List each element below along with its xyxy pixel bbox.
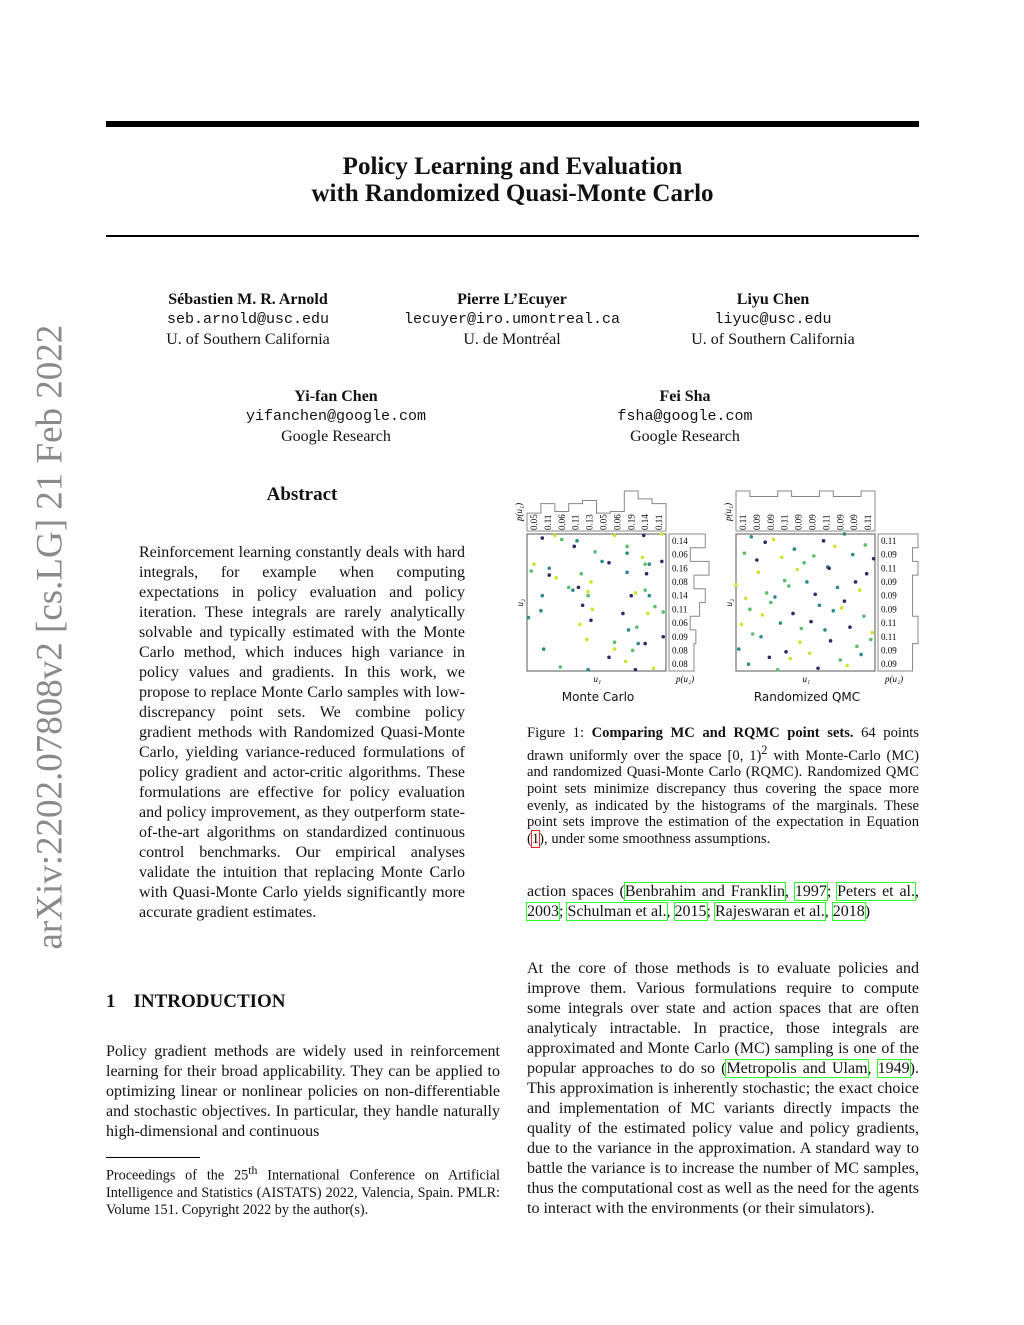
scatter-point [855, 645, 859, 649]
histogram-label: 0.09 [765, 514, 776, 530]
section-number: 1 [106, 991, 116, 1012]
scatter-point [845, 664, 849, 668]
scatter-point [805, 580, 809, 584]
rqmc-panel [719, 488, 919, 688]
scatter-point [761, 613, 765, 617]
histogram-label: 0.09 [807, 514, 818, 530]
scatter-point [808, 651, 812, 655]
equation-ref-link[interactable]: 1 [531, 831, 540, 848]
scatter-point [747, 662, 751, 666]
histogram-label: 0.11 [881, 563, 897, 574]
paper-title [106, 153, 919, 207]
citation-link[interactable]: Benbrahim and Franklin [624, 883, 785, 900]
author-block [362, 290, 662, 350]
scatter-point [607, 561, 611, 565]
scatter-point [542, 647, 546, 651]
axis-label-p-u1: p(u₁) [723, 502, 733, 521]
author-email[interactable]: seb.arnold@usc.edu [166, 311, 330, 328]
scatter-point [661, 635, 665, 639]
footnote-sup: th [248, 1163, 258, 1177]
histogram-label: 0.11 [821, 514, 832, 530]
paragraph-text: ; [559, 903, 568, 920]
scatter-point [865, 572, 869, 576]
histogram-label: 0.11 [779, 514, 790, 530]
scatter-point [567, 586, 571, 590]
histogram-label: 0.09 [793, 514, 804, 530]
plot-frame [527, 534, 666, 671]
histogram-label: 0.05 [598, 514, 609, 530]
histogram-label: 0.06 [556, 514, 567, 530]
title-bottom-rule [106, 235, 919, 237]
author-name: Fei Sha [659, 388, 711, 405]
histogram-label: 0.05 [528, 514, 539, 530]
scatter-point [836, 586, 840, 590]
axis-label-p-u2: p(u₂) [885, 674, 904, 684]
scatter-point [748, 608, 752, 612]
histogram-label: 0.06 [612, 514, 623, 530]
scatter-point [653, 605, 657, 609]
scatter-point [643, 642, 647, 646]
author-affiliation: U. of Southern California [691, 331, 855, 348]
scatter-point [652, 666, 656, 670]
histogram-label: 0.19 [626, 514, 637, 530]
scatter-point [848, 625, 852, 629]
scatter-point [586, 594, 590, 598]
right-paragraph-1 [527, 882, 919, 922]
panel-title: Monte Carlo [561, 690, 635, 704]
scatter-point [829, 639, 833, 643]
scatter-point [540, 536, 544, 540]
scatter-point [643, 562, 647, 566]
histogram-label: 0.09 [881, 604, 897, 615]
scatter-point [547, 573, 551, 577]
scatter-point [795, 568, 799, 572]
scatter-point [737, 647, 741, 651]
scatter-point [769, 601, 773, 605]
scatter-point [631, 649, 635, 653]
author-email[interactable]: yifanchen@google.com [245, 408, 427, 425]
scatter-point [791, 612, 795, 616]
scatter-point [798, 640, 802, 644]
scatter-point [822, 539, 826, 543]
scatter-point [802, 561, 806, 565]
axis-label-x: u₁ [802, 674, 811, 684]
scatter-point [843, 599, 847, 603]
scatter-point [547, 566, 551, 570]
monte-carlo-panel [510, 488, 710, 688]
scatter-point [629, 594, 633, 598]
scatter-point [743, 551, 747, 555]
scatter-point [625, 545, 629, 549]
abstract-text: Reinforcement learning constantly deals with hard integrals, for example when computing expectations in policy evaluation and policy iteration. These integrals are rarely analytically solvable and typically estimated with the Monte Carlo method, which induces high variance in policy values and gradients. In this work, we propose to replace Monte Carlo samples with low-discrepancy point sets. We combine policy gradient methods with Randomized Quasi-Monte Carlo, yielding variance-reduced formulations of policy gradient and actor-critic algorithms. These formulations are effective for policy evaluation and policy improvement, as they outperform state-of-the-art algorithms on standardized continuous control benchmarks. Our empirical analyses validate the intuition that replacing Monte Carlo with Quasi-Monte Carlo yields significantly more accurate gradient estimates. [139, 544, 465, 921]
histogram-label: 0.08 [672, 645, 688, 656]
scatter-point [581, 603, 585, 607]
histogram-label: 0.11 [881, 618, 897, 629]
caption-label: Figure 1: [527, 725, 585, 741]
scatter-point [554, 576, 558, 580]
histogram-label: 0.11 [881, 631, 897, 642]
scatter-point [540, 594, 544, 598]
scatter-point [560, 538, 564, 542]
scatter-point [642, 534, 646, 538]
author-name: Liyu Chen [736, 291, 810, 308]
histogram-label: 0.09 [881, 576, 897, 587]
axis-label-y: u₂ [515, 598, 525, 607]
scatter-point [833, 545, 837, 549]
scatter-point [768, 656, 772, 660]
scatter-point [641, 555, 645, 559]
scatter-point [832, 609, 836, 613]
scatter-point [793, 547, 797, 551]
scatter-point [645, 572, 649, 576]
scatter-point [539, 609, 543, 613]
scatter-point [779, 621, 783, 625]
citation-link[interactable]: Rajeswaran et al. [715, 903, 825, 920]
scatter-point [780, 555, 784, 559]
scatter-point [643, 588, 647, 592]
panel-title: Randomized QMC [753, 690, 861, 704]
scatter-point [625, 551, 629, 555]
paragraph-text: At the core of those methods is to evaluate policies and improve them. Various formulations require to compute some integrals over state and action spaces that are often analyticaly intractable. In practice, those integrals are approximated and Monte Carlo (MC) sampling is one of the popular approaches to do so ( [527, 960, 919, 1077]
histogram-label: 0.08 [672, 576, 688, 587]
scatter-point [532, 562, 536, 566]
scatter-point [661, 610, 665, 614]
scatter-point [593, 550, 597, 554]
histogram-label: 0.09 [751, 514, 762, 530]
footnote-rule [106, 1157, 200, 1158]
axis-label-y: u₂ [724, 598, 734, 607]
histogram-label: 0.11 [737, 514, 748, 530]
scatter-point [586, 590, 590, 594]
paragraph-text: ; [706, 903, 715, 920]
histogram-label: 0.16 [672, 563, 688, 574]
section-heading [106, 991, 304, 1013]
scatter-point [579, 572, 583, 576]
scatter-point [751, 632, 755, 636]
scatter-point [818, 603, 822, 607]
scatter-point [854, 580, 858, 584]
histogram-label: 0.14 [640, 514, 651, 530]
arxiv-stamp: arXiv:2202.07808v2 [cs.LG] 21 Feb 2022 [29, 324, 71, 950]
histogram-label: 0.11 [570, 514, 581, 530]
histogram-label: 0.11 [672, 604, 688, 615]
scatter-point [585, 638, 589, 642]
scatter-point [823, 628, 827, 632]
paragraph-text: ; [826, 883, 838, 900]
citation-link[interactable]: 1997 [794, 883, 827, 900]
scatter-point [591, 608, 595, 612]
scatter-point [589, 580, 593, 584]
scatter-point [660, 560, 664, 564]
abstract-heading: Abstract [266, 484, 338, 505]
caption-text: 64 points drawn uniformly over the space [0, 1) [527, 725, 919, 764]
author-name: Yi-fan Chen [294, 388, 378, 405]
scatter-point [858, 588, 862, 592]
histogram-label: 0.11 [881, 535, 897, 546]
scatter-point [646, 612, 650, 616]
scatter-point [607, 656, 611, 660]
scatter-point [634, 668, 638, 672]
histogram-label: 0.06 [672, 618, 688, 629]
scatter-point [812, 554, 816, 558]
scatter-point [613, 647, 617, 651]
caption-sup: 2 [761, 742, 768, 757]
histogram-label: 0.09 [835, 514, 846, 530]
paragraph-text: , [824, 903, 833, 920]
axis-label-x: u₁ [593, 674, 602, 684]
scatter-point [634, 591, 638, 595]
scatter-point [809, 620, 813, 624]
scatter-point [772, 538, 776, 542]
scatter-point [577, 586, 581, 590]
author-name: Sébastien M. R. Arnold [168, 291, 328, 308]
scatter-point [575, 539, 579, 543]
author-email[interactable]: lecuyer@iro.umontreal.ca [403, 311, 621, 328]
histogram-label: 0.09 [881, 645, 897, 656]
scatter-point [744, 597, 748, 601]
scatter-point [553, 534, 557, 538]
scatter-point [872, 557, 876, 561]
scatter-point [648, 562, 652, 566]
citation-link[interactable]: 2003 [527, 903, 559, 920]
scatter-point [613, 534, 617, 538]
title-line-1: Policy Learning and Evaluation [342, 153, 683, 180]
axis-label-p-u2: p(u₂) [676, 674, 695, 684]
scatter-point [635, 625, 639, 629]
footnote [106, 1162, 500, 1219]
scatter-point [755, 558, 759, 562]
scatter-point [624, 660, 628, 664]
scatter-point [784, 650, 788, 654]
scatter-point [749, 535, 753, 539]
scatter-point [600, 560, 604, 564]
scatter-point [840, 606, 844, 610]
scatter-point [869, 638, 873, 642]
scatter-point [527, 616, 531, 620]
scatter-point [851, 553, 855, 557]
scatter-point [559, 665, 563, 669]
histogram-label: 0.09 [881, 659, 897, 670]
footnote-text: International Conference on Artificial Intelligence and Statistics (AISTATS) 2022, Valencia, Spain. PMLR: Volume 151. Copyright 2022 by the author(s). [106, 1167, 500, 1218]
scatter-point [776, 668, 780, 672]
scatter-point [627, 628, 631, 632]
caption-bold: Comparing MC and RQMC point sets. [591, 725, 854, 741]
author-affiliation: U. de Montréal [463, 331, 561, 348]
scatter-point [572, 545, 576, 549]
citation-link[interactable]: Metropolis and Ulam [726, 1060, 868, 1077]
citation-link[interactable]: Peters et al. [837, 883, 916, 900]
scatter-point [734, 583, 738, 587]
histogram-label: 0.11 [542, 514, 553, 530]
scatter-point [787, 584, 791, 588]
histogram-label: 0.09 [672, 631, 688, 642]
scatter-point [862, 614, 866, 618]
paragraph-text: , [666, 903, 675, 920]
scatter-point [756, 571, 760, 575]
histogram-label: 0.06 [672, 549, 688, 560]
histogram-label: 0.09 [849, 514, 860, 530]
histogram-label: 0.09 [881, 590, 897, 601]
citation-link[interactable]: 2018 [832, 903, 865, 920]
intro-paragraph: Policy gradient methods are widely used in reinforcement learning for their broad applicability. They can be applied to optimizing linear or nonlinear policies on non-differentiable and stochastic objectives. In particular, they handle naturally high-dimensional and continuous [106, 1043, 500, 1140]
author-block [98, 290, 398, 350]
scatter-point [586, 668, 590, 672]
citation-link[interactable]: Schulman et al. [567, 903, 667, 920]
scatter-point [636, 642, 640, 646]
histogram-label: 0.08 [672, 659, 688, 670]
author-affiliation: Google Research [630, 428, 740, 445]
figure-caption [527, 725, 919, 848]
histogram-label: 0.09 [881, 549, 897, 560]
title-top-bar [106, 121, 919, 127]
scatter-point [613, 640, 617, 644]
paragraph-text: , [915, 883, 920, 900]
scatter-point [838, 658, 842, 662]
caption-text: with Monte-Carlo (MC) and randomized Quasi-Monte Carlo (RQMC). Randomized QMC point sets minimize discrepancy thus covering the space more evenly, as indicated by the histograms of the marginals. These point sets improve the estimation of the expectation in Equation ( [527, 747, 919, 848]
footnote-text: Proceedings of the 25 [106, 1167, 249, 1184]
histogram-label: 0.13 [584, 514, 595, 530]
scatter-point [827, 566, 831, 570]
scatter-point [529, 569, 533, 573]
scatter-point [578, 623, 582, 627]
scatter-point [660, 532, 664, 536]
scatter-point [859, 653, 863, 657]
author-block [623, 290, 923, 350]
scatter-point [571, 588, 575, 592]
histogram-label: 0.11 [654, 514, 665, 530]
scatter-point [863, 543, 867, 547]
histogram-label: 0.11 [863, 514, 874, 530]
caption-text: ), under some smoothness assumptions. [539, 831, 771, 848]
scatter-point [870, 631, 874, 635]
author-name: Pierre L’Ecuyer [457, 291, 567, 308]
scatter-point [773, 595, 777, 599]
right-paragraph-2 [527, 959, 919, 1219]
axis-label-p-u1: p(u₁) [514, 502, 524, 521]
scatter-point [783, 579, 787, 583]
title-line-2: with Randomized Quasi-Monte Carlo [311, 180, 714, 207]
scatter-point [589, 619, 593, 623]
scatter-point [625, 571, 629, 575]
author-block [535, 387, 835, 447]
paragraph-text: , [867, 1060, 878, 1077]
author-email[interactable]: liyuc@usc.edu [714, 311, 832, 328]
histogram-label: 0.14 [672, 590, 688, 601]
scatter-point [763, 540, 767, 544]
scatter-point [843, 532, 847, 536]
scatter-point [813, 592, 817, 596]
scatter-point [788, 657, 792, 661]
histogram-label: 0.14 [672, 535, 688, 546]
citation-link[interactable]: 2015 [674, 903, 707, 920]
author-affiliation: U. of Southern California [166, 331, 330, 348]
author-affiliation: Google Research [281, 428, 391, 445]
scatter-point [765, 591, 769, 595]
paragraph-text: , [784, 883, 795, 900]
scatter-point [621, 612, 625, 616]
paragraph-text: ). This approximation is inherently stochastic; the exact choice and implementation of MC variants directly impacts the quality of the estimated policy value and policy gradients, due to the variance in the approximation. A standard way to battle the variance is to increase the number of MC samples, thus the computational cost as well as the need for the agents to interact with the environments (or their simulators). [527, 1060, 919, 1217]
scatter-point [816, 666, 820, 670]
scatter-point [648, 594, 652, 598]
paragraph-text: ) [864, 903, 871, 920]
scatter-point [759, 635, 763, 639]
scatter-point [800, 627, 804, 631]
paragraph-text: action spaces ( [527, 883, 625, 900]
citation-link[interactable]: 1949 [877, 1060, 910, 1077]
scatter-point [740, 623, 744, 627]
author-block [186, 387, 486, 447]
author-email[interactable]: fsha@google.com [617, 408, 753, 425]
section-title: INTRODUCTION [133, 991, 286, 1012]
